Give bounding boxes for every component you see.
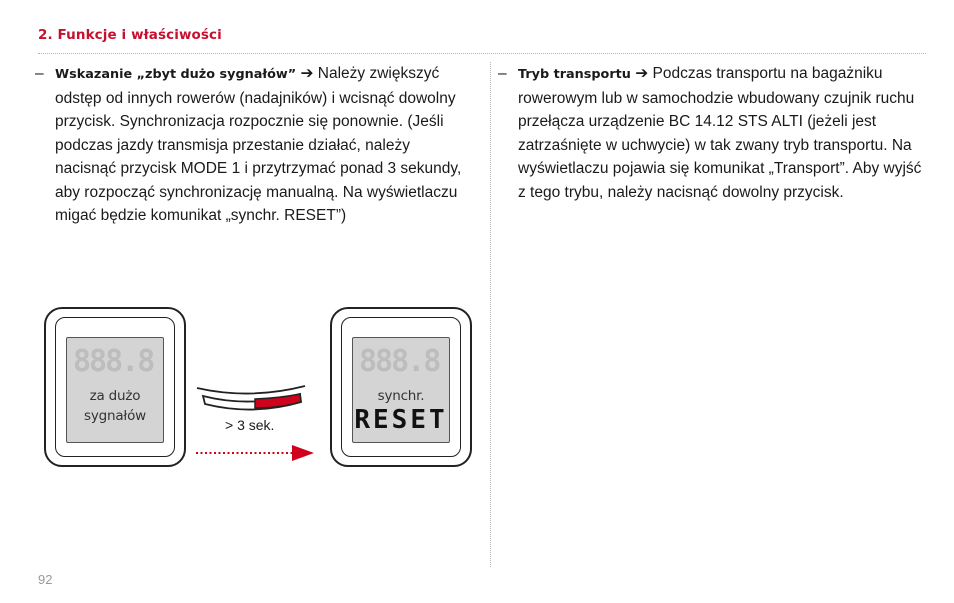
display-line-2: sygnałów bbox=[84, 408, 146, 424]
press-duration-label: > 3 sek. bbox=[225, 417, 275, 433]
column-divider bbox=[490, 62, 491, 567]
bike-computer-illustration bbox=[44, 307, 186, 467]
bike-computer-illustration bbox=[330, 307, 472, 467]
segment-display-icon: 888.8 bbox=[359, 344, 440, 379]
display-line-2: RESET bbox=[354, 405, 448, 435]
display-line-1: synchr. bbox=[377, 388, 425, 404]
paragraph-transport-mode bbox=[498, 62, 930, 204]
paragraph-text: Podczas transportu na bagażniku rowerowym lub w samochodzie wbudowany czujnik ruchu przełącza urządzenie BC 14.12 STS ALTI (jeżeli jest zatrzaśnięte w uchwycie) w tak zwany tryb transportu. Na wyświetlaczu pojawia się komunikat „Transport”. Aby wyjść z tego trybu, należy nacisnąć dowolny przycisk. bbox=[518, 65, 922, 201]
device-screen bbox=[352, 337, 450, 443]
arrow-icon: ➔ bbox=[635, 65, 649, 82]
bullet-dash: – bbox=[498, 65, 507, 82]
bullet-dash: – bbox=[35, 65, 44, 82]
device-screen bbox=[66, 337, 164, 443]
term-transport-mode: Tryb transportu bbox=[518, 67, 631, 82]
segment-display-icon: 888.8 bbox=[73, 344, 154, 379]
term-too-many-signals: Wskazanie „zbyt dużo sygnałów” bbox=[55, 67, 297, 82]
arrow-right-icon bbox=[196, 444, 318, 464]
section-title: 2. Funkcje i właściwości bbox=[38, 27, 222, 43]
display-line-1: za dużo bbox=[89, 388, 141, 404]
paragraph-text: Należy zwiększyć odstęp od innych rowerów (nadajników) i wcisnąć dowolny przycisk. Synchronizacja rozpocznie się ponownie. (Jeśli podczas jazdy transmisja przestanie działać, należy nacisnąć przycisk MODE 1 i przytrzymać ponad 3 sekundy, aby rozpocząć synchronizację manualną. Na wyświetlaczu migać będzie komunikat „synchr. RESET”) bbox=[55, 65, 462, 224]
header-divider bbox=[38, 53, 926, 54]
button-highlight-icon bbox=[255, 394, 301, 408]
button-press-icon bbox=[195, 380, 315, 420]
page-number: 92 bbox=[38, 572, 53, 587]
arrow-icon: ➔ bbox=[300, 65, 314, 82]
paragraph-too-many-signals bbox=[35, 62, 465, 228]
